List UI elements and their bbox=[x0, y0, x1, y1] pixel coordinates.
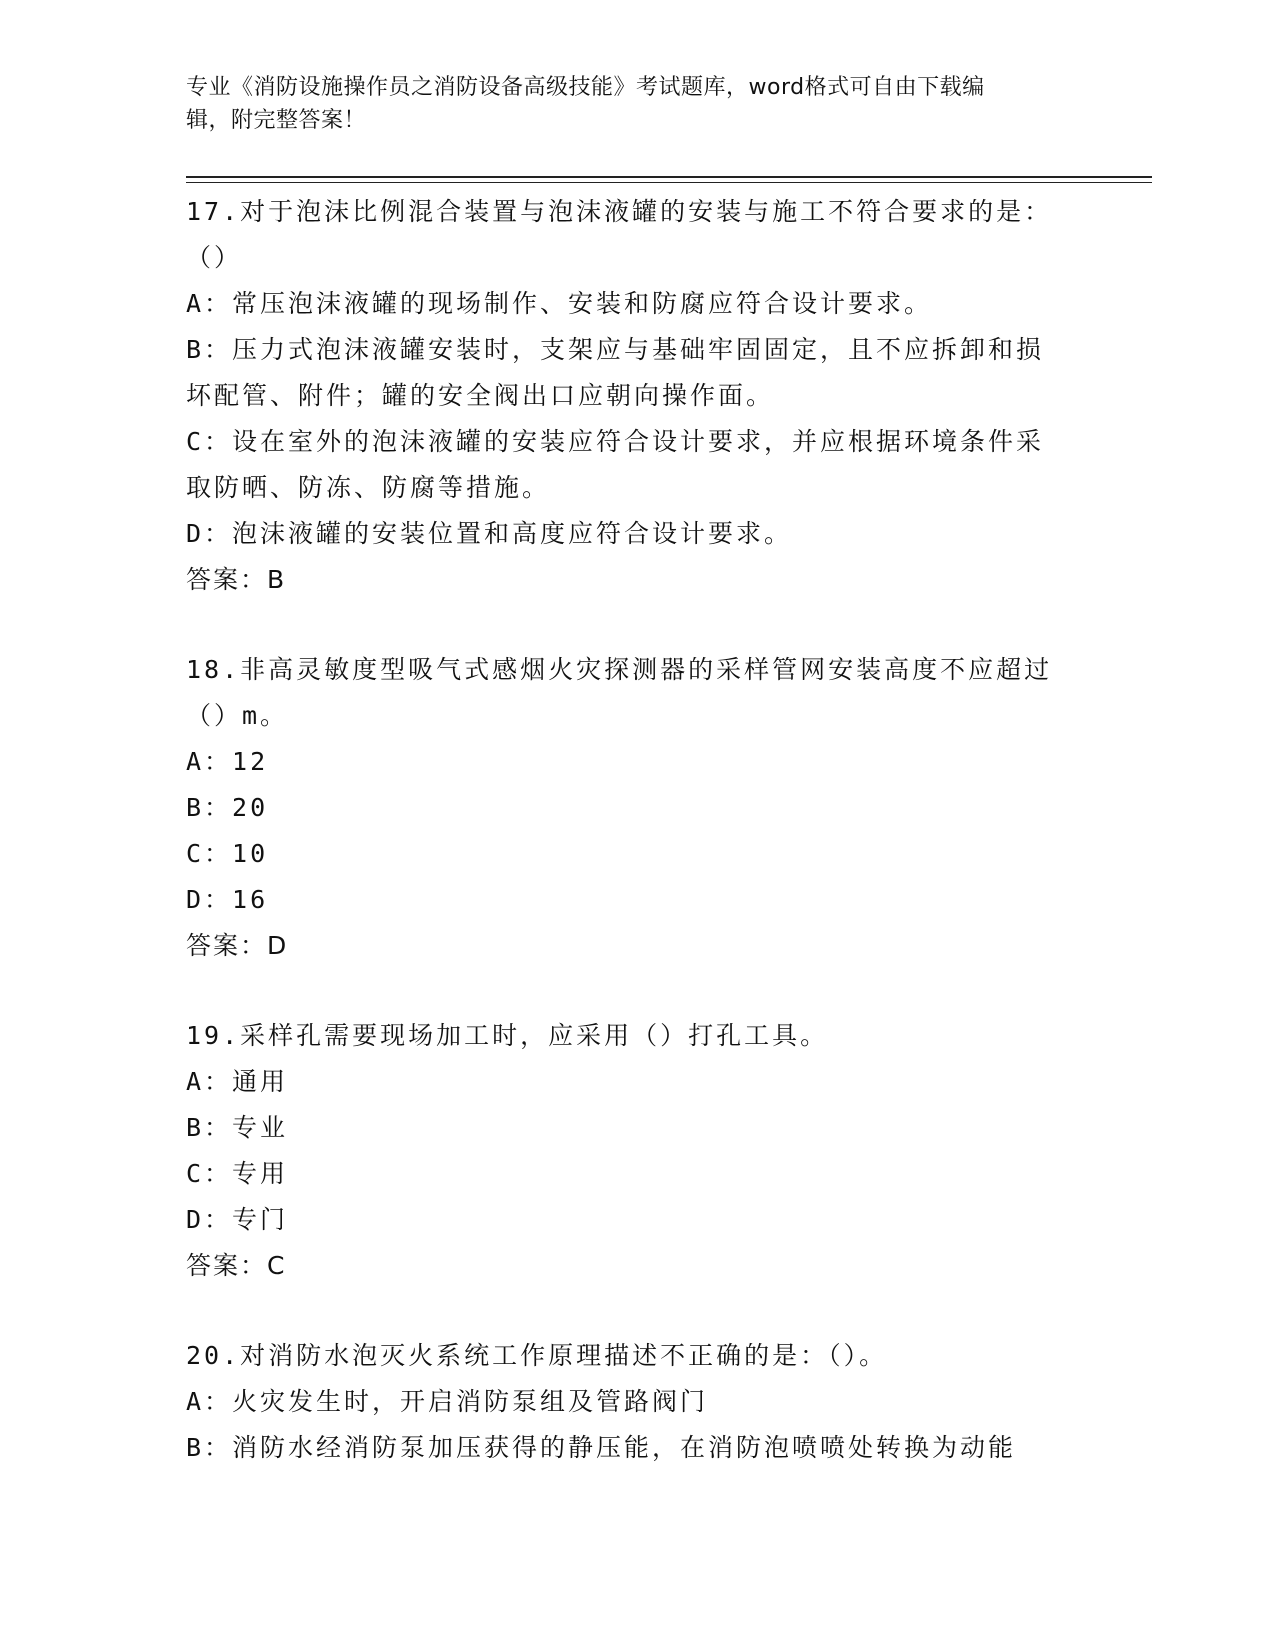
question-list bbox=[186, 189, 1106, 1471]
header-line-2: 辑，附完整答案！ bbox=[186, 108, 367, 133]
option-a: A：通用 bbox=[186, 1067, 289, 1096]
option-c: C：专用 bbox=[186, 1159, 289, 1188]
question-stem: （）m。 bbox=[186, 701, 289, 730]
option-b: B：专业 bbox=[186, 1113, 289, 1142]
option-c: C：设在室外的泡沫液罐的安装应符合设计要求，并应根据环境条件采 bbox=[186, 427, 1045, 456]
header-line-1: 专业《消防设施操作员之消防设备高级技能》考试题库，word格式可自由下载编 bbox=[186, 75, 985, 100]
option-a: A：火灾发生时，开启消防泵组及管路阀门 bbox=[186, 1387, 709, 1416]
answer: 答案：B bbox=[186, 565, 287, 594]
question-19 bbox=[186, 1013, 1106, 1289]
option-b: B：20 bbox=[186, 793, 269, 822]
question-17 bbox=[186, 189, 1106, 603]
header-divider-top bbox=[186, 176, 1152, 178]
option-c: C：10 bbox=[186, 839, 269, 868]
answer: 答案：D bbox=[186, 931, 289, 960]
question-20 bbox=[186, 1333, 1106, 1471]
question-stem: （） bbox=[186, 243, 243, 272]
option-b-continued: 坏配管、附件；罐的安全阀出口应朝向操作面。 bbox=[186, 381, 775, 410]
option-d: D：泡沫液罐的安装位置和高度应符合设计要求。 bbox=[186, 519, 793, 548]
question-stem: 20.对消防水泡灭火系统工作原理描述不正确的是：（）。 bbox=[186, 1341, 888, 1370]
option-b: B：压力式泡沫液罐安装时，支架应与基础牢固固定，且不应拆卸和损 bbox=[186, 335, 1045, 364]
answer: 答案：C bbox=[186, 1251, 287, 1280]
document-header bbox=[186, 71, 1076, 137]
question-stem: 17.对于泡沫比例混合装置与泡沫液罐的安装与施工不符合要求的是： bbox=[186, 197, 1053, 226]
question-stem: 19.采样孔需要现场加工时，应采用（）打孔工具。 bbox=[186, 1021, 829, 1050]
question-18 bbox=[186, 647, 1106, 969]
option-c-continued: 取防晒、防冻、防腐等措施。 bbox=[186, 473, 551, 502]
question-stem: 18.非高灵敏度型吸气式感烟火灾探测器的采样管网安装高度不应超过 bbox=[186, 655, 1053, 684]
option-d: D：16 bbox=[186, 885, 269, 914]
header-divider-bottom bbox=[186, 182, 1152, 183]
option-a: A：12 bbox=[186, 747, 269, 776]
option-a: A：常压泡沫液罐的现场制作、安装和防腐应符合设计要求。 bbox=[186, 289, 933, 318]
option-d: D：专门 bbox=[186, 1205, 289, 1234]
option-b: B：消防水经消防泵加压获得的静压能，在消防泡喷喷处转换为动能 bbox=[186, 1433, 1017, 1462]
